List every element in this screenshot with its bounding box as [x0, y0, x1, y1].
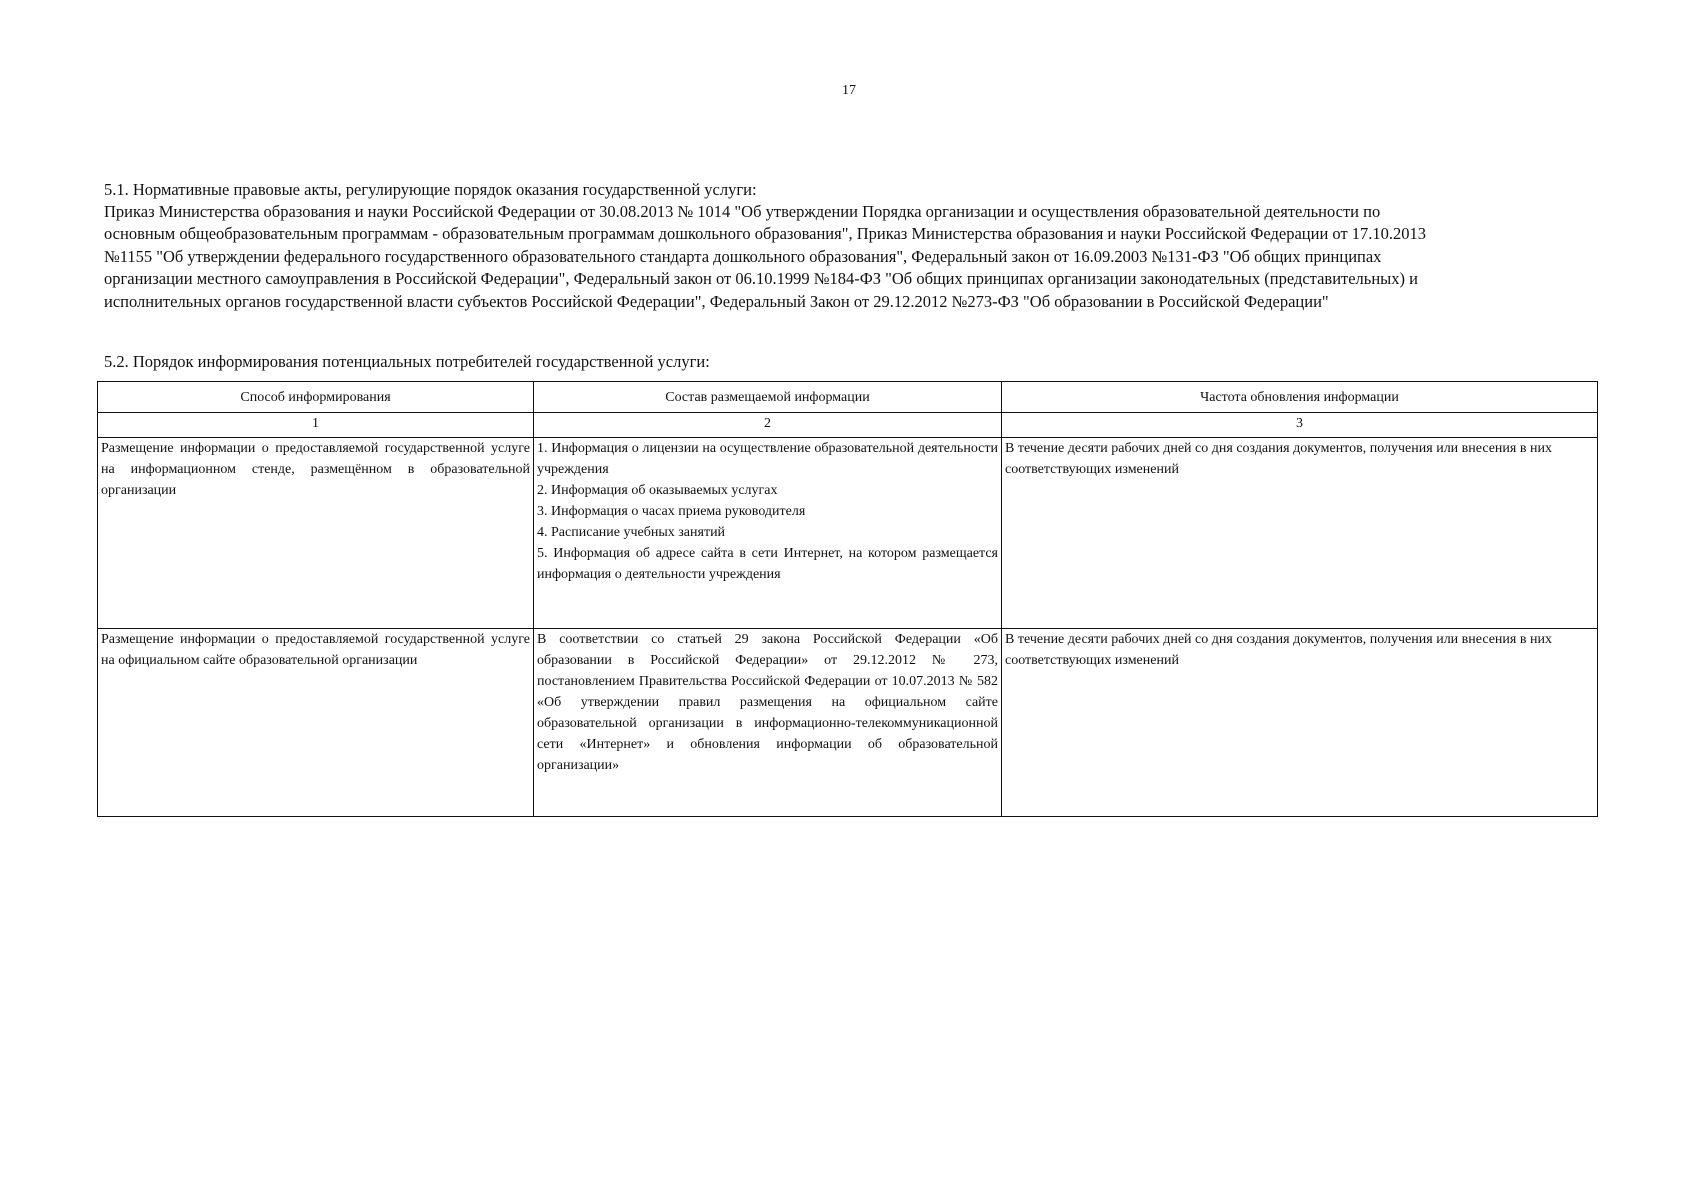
- page-number: 17: [842, 83, 856, 98]
- body-line: основным общеобразовательным программам - образовательным программам дошкольного образования", Приказ Министерства образования и науки Российской Федерации от 17.10.2013: [104, 224, 1427, 244]
- section-5-1: [104, 179, 1584, 313]
- table-header-row: [98, 382, 1598, 413]
- frequency-text: В течение десяти рабочих дней со дня создания документов, получения или внесения в них соответствующих изменений: [1005, 632, 1552, 668]
- content-item: 5. Информация об адресе сайта в сети Интернет, на котором размещается информация о деятельности учреждения: [537, 546, 998, 582]
- table-row: [98, 438, 1598, 629]
- table-row: [98, 629, 1598, 817]
- content-item: 3. Информация о часах приема руководителя: [537, 504, 806, 519]
- content-cell: В соответствии со статьей 29 закона Российской Федерации «Об образовании в Российской Федерации» от 29.12.2012 № 273, постановлением Правительства Российской Федерации от 10.07.2013 № 582 «Об утверждении правил размещения на официальном сайте образовательной организации в информационно-телекоммуникационной сети «Интернет» и обновления информации об образовательной организации»: [534, 629, 1002, 817]
- content-cell: [534, 438, 1002, 629]
- frequency-text: В течение десяти рабочих дней со дня создания документов, получения или внесения в них соответствующих изменений: [1005, 441, 1552, 477]
- body-line: Приказ Министерства образования и науки Российской Федерации от 30.08.2013 № 1014 "Об утверждении Порядка организации и осуществления образовательной деятельности по: [104, 202, 1381, 221]
- column-number: 1: [98, 413, 534, 438]
- method-cell: Размещение информации о предоставляемой государственной услуге на официальном сайте образовательной организации: [98, 629, 534, 817]
- frequency-cell: [1002, 629, 1598, 817]
- content-item: 4. Расписание учебных занятий: [537, 525, 726, 540]
- content-item: 1. Информация о лицензии на осуществление образовательной деятельности учреждения: [537, 441, 998, 477]
- column-number: 3: [1002, 413, 1598, 438]
- header-content: Состав размещаемой информации: [534, 382, 1002, 413]
- section-5-1-heading: 5.1. Нормативные правовые акты, регулирующие порядок оказания государственной услуги:: [104, 180, 757, 199]
- column-number: 2: [534, 413, 1002, 438]
- information-table: [97, 381, 1598, 817]
- method-cell: Размещение информации о предоставляемой государственной услуге на информационном стенде, размещённом в образовательной организации: [98, 438, 534, 629]
- body-line: организации местного самоуправления в Российской Федерации", Федеральный закон от 06.10.1999 №184-ФЗ "Об общих принципах организации законодательных (представительных) и: [104, 269, 1418, 289]
- body-line: исполнительных органов государственной власти субъектов Российской Федерации", Федеральный Закон от 29.12.2012 №273-ФЗ "Об образовании в Российской Федерации": [104, 291, 1329, 311]
- column-number-row: [98, 413, 1598, 438]
- section-5-1-body: [104, 201, 1584, 313]
- section-5-2-heading: 5.2. Порядок информирования потенциальных потребителей государственной услуги:: [104, 352, 710, 371]
- header-frequency: Частота обновления информации: [1002, 382, 1598, 413]
- header-method: Способ информирования: [98, 382, 534, 413]
- body-line: №1155 "Об утверждении федерального государственного образовательного стандарта дошкольного образования", Федеральный закон от 16.09.2003 №131-ФЗ "Об общих принципах: [104, 246, 1382, 266]
- content-item: 2. Информация об оказываемых услугах: [537, 483, 778, 498]
- frequency-cell: [1002, 438, 1598, 629]
